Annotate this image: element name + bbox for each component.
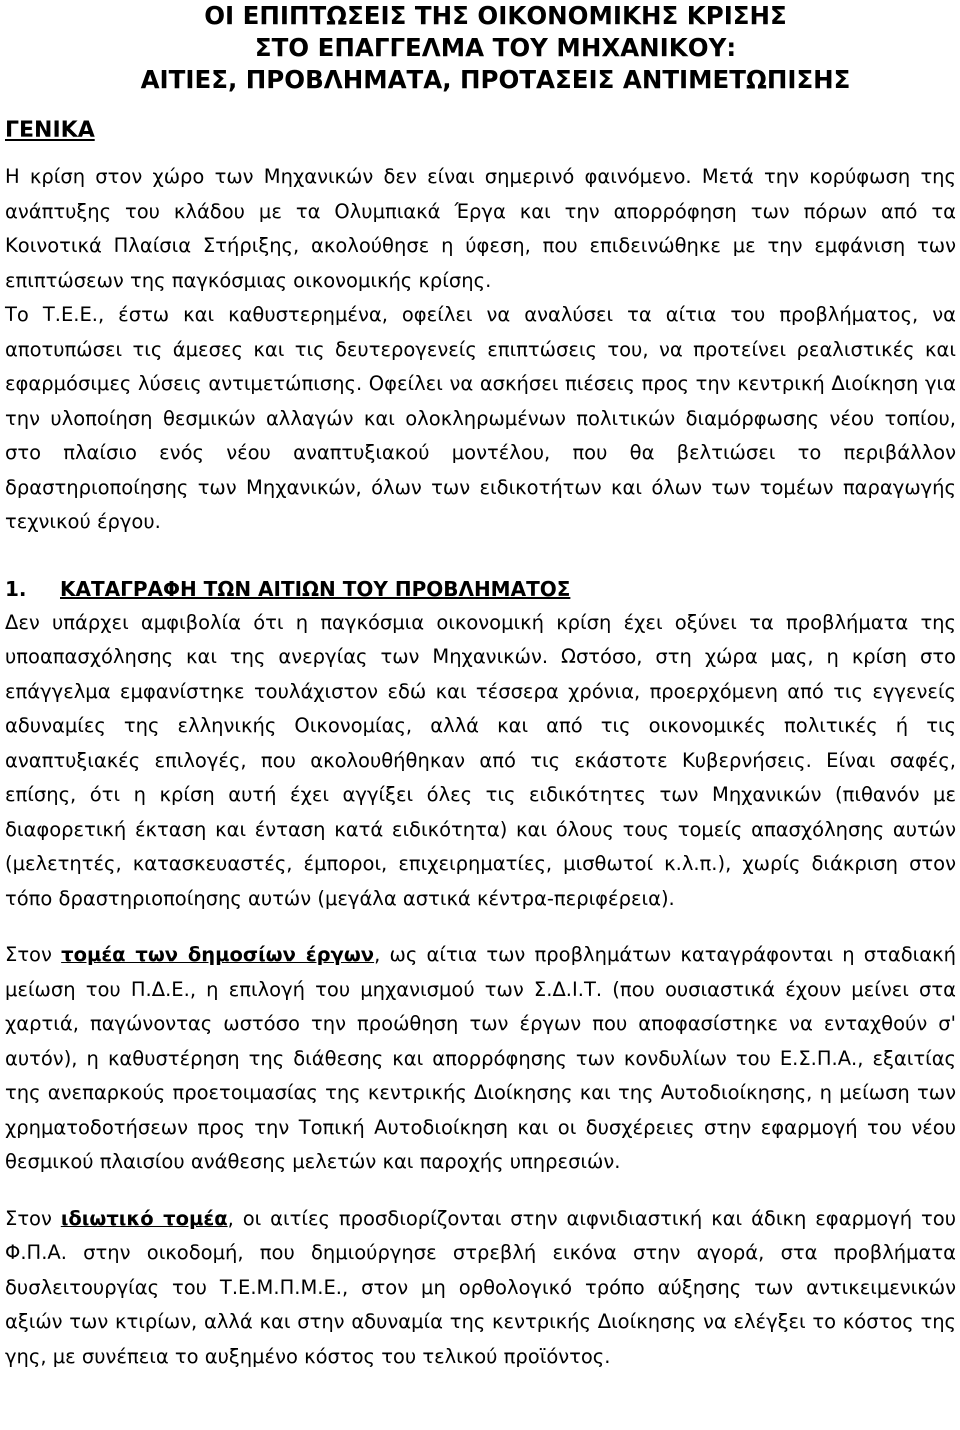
paragraph-3-prefix: Στον bbox=[5, 1206, 61, 1230]
paragraph-2-prefix: Στον bbox=[5, 943, 62, 966]
general-paragraph-2: Το Τ.Ε.Ε., έστω και καθυστερημένα, οφείλει να αναλύσει τα αίτια του προβλήματος, να αποτυπώσει τις άμεσες και τις δευτερογενείς επιπτώσεις του, να προτείνει ρεαλιστικές και εφαρμόσιμες λύσεις αντιμετώπισης. Οφείλει να ασκήσει πιέσεις προς την κεντρική Διοίκηση για την υλοποίηση θεσμικών αλλαγών και ολοκληρωμένων πολιτικών διαμόρφωσης νέου τοπίου, στο πλαίσιο ενός νέου αναπτυξιακού μοντέλου, που θα βελτιώσει το περιβάλλον δραστηριοποίησης των Μηχανικών, όλων των ειδικοτήτων και όλων των τομέων παραγωγής τεχνικού έργου. bbox=[5, 303, 956, 533]
general-paragraph-1: Η κρίση στον χώρο των Μηχανικών δεν είναι σημερινό φαινόμενο. Μετά την κορύφωση της ανάπτυξης του κλάδου με τα Ολυμπιακά Έργα και την απορρόφηση των πόρων από τα Κοινοτικά Πλαίσια Στήριξης, ακολούθησε η ύφεση, που επιδεινώθηκε με την εμφάνιση των επιπτώσεων της παγκόσμιας οικονομικής κρίσης. bbox=[5, 165, 956, 292]
general-heading: ΓΕΝΙΚΑ bbox=[5, 118, 95, 143]
public-works-emphasis: τομέα των δημοσίων έργων bbox=[61, 943, 375, 966]
section-1-paragraph-2 bbox=[5, 938, 956, 1180]
section-1-heading bbox=[5, 572, 956, 606]
section-1-paragraph-3 bbox=[5, 1202, 956, 1375]
title-line-3: ΑΙΤΙΕΣ, ΠΡΟΒΛΗΜΑΤΑ, ΠΡΟΤΑΣΕΙΣ ΑΝΤΙΜΕΤΩΠΙΣΗΣ bbox=[140, 65, 851, 94]
paragraph-3-body: , οι αιτίες προσδιορίζονται στην αιφνιδιαστική και άδικη εφαρμογή του Φ.Π.Α. στην οικοδομή, που δημιούργησε στρεβλή εικόνα στην αγορά, στα προβλήματα δυσλειτουργίας του Τ.Ε.Μ.Π.Μ.Ε., στον μη ορθολογικό τρόπο αύξησης των αντικειμενικών αξιών των κτιρίων, αλλά και στην αδυναμία της κεντρικής Διοίκησης να ελέγξει το κόστος της γης, με συνέπεια το αυξημένο κόστος του τελικού προϊόντος. bbox=[5, 1206, 956, 1368]
section-1-title: ΚΑΤΑΓΡΑΦΗ ΤΩΝ ΑΙΤΙΩΝ ΤΟΥ ΠΡΟΒΛΗΜΑΤΟΣ bbox=[60, 576, 571, 601]
title-line-1: ΟΙ ΕΠΙΠΤΩΣΕΙΣ ΤΗΣ ΟΙΚΟΝΟΜΙΚΗΣ ΚΡΙΣΗΣ bbox=[204, 1, 787, 30]
document-title bbox=[5, 0, 956, 96]
section-1-number: 1. bbox=[5, 576, 27, 601]
private-sector-emphasis: ιδιωτικό τομέα bbox=[60, 1206, 228, 1230]
paragraph-2-body: , ως αίτια των προβλημάτων καταγράφονται η σταδιακή μείωση του Π.Δ.Ε., η επιλογή του μηχανισμού των Σ.Δ.Ι.Τ. (που ουσιαστικά έχουν μείνει στα χαρτιά, παγώνοντας ωστόσο την προώθηση των έργων που αποφασίστηκε να ενταχθούν σ' αυτόν), η καθυστέρηση της διάθεσης και απορρόφησης των κονδυλίων του Ε.Σ.Π.Α., εξαιτίας της ανεπαρκούς προετοιμασίας της κεντρικής Διοίκησης και της Αυτοδιοίκησης, η μείωση των χρηματοδοτήσεων προς την Τοπική Αυτοδιοίκηση και οι δυσχέρειες στην εφαρμογή του νέου θεσμικού πλαισίου ανάθεσης μελετών και παροχής υπηρεσιών. bbox=[5, 943, 956, 1173]
section-1-paragraph-1: Δεν υπάρχει αμφιβολία ότι η παγκόσμια οικονομική κρίση έχει οξύνει τα προβλήματα της υποαπασχόλησης και της ανεργίας των Μηχανικών. Ωστόσο, στη χώρα μας, η κρίση στο επάγγελμα εμφανίστηκε τουλάχιστον εδώ και τέσσερα χρόνια, προερχόμενη από τις εγγενείς αδυναμίες της ελληνικής Οικονομίας, αλλά και από τις οικονομικές πολιτικές ή τις αναπτυξιακές επιλογές, που ακολουθήθηκαν από τις εκάστοτε Κυβερνήσεις. Είναι σαφές, επίσης, ότι η κρίση αυτή έχει αγγίξει όλες τις ειδικότητες των Μηχανικών (πιθανόν με διαφορετική έκταση και ένταση κατά ειδικότητα) και όλους τους τομείς απασχόλησης αυτών (μελετητές, κατασκευαστές, έμποροι, επιχειρηματίες, μισθωτοί κ.λ.π.), χωρίς διάκριση στον τόπο δραστηριοποίησης αυτών (μεγάλα αστικά κέντρα-περιφέρεια). bbox=[5, 610, 956, 910]
title-line-2: ΣΤΟ ΕΠΑΓΓΕΛΜΑ ΤΟΥ ΜΗΧΑΝΙΚΟΥ: bbox=[254, 33, 737, 62]
